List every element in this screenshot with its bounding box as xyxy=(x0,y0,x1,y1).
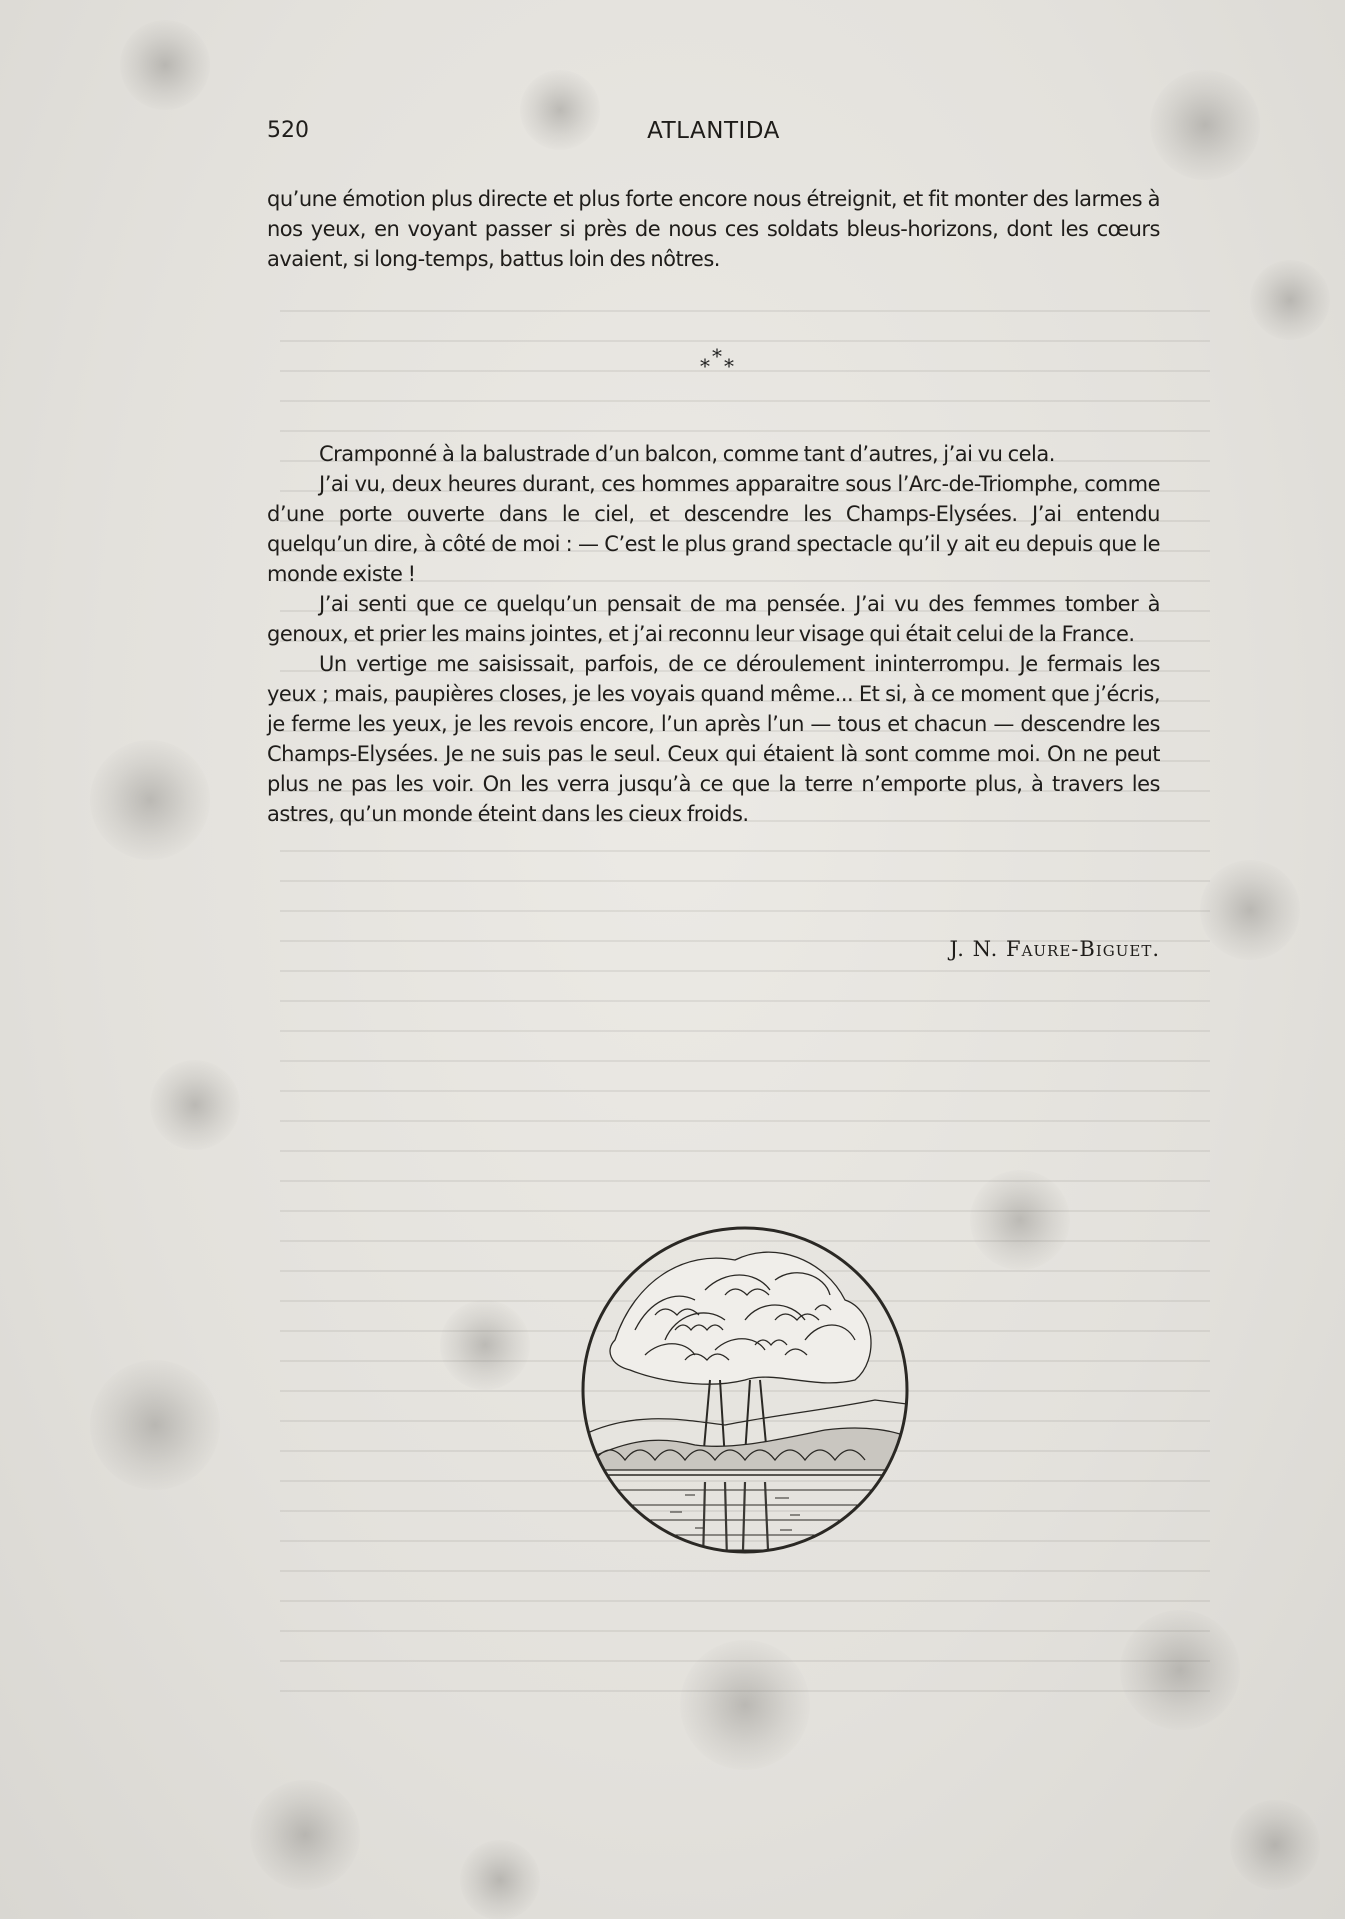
foxing-spot xyxy=(90,740,210,860)
foxing-spot xyxy=(970,1170,1070,1270)
paragraph: qu’une émotion plus directe et plus forte encore nous étreignit, et fit monter des larmes à nos yeux, en voyant passer si près de nous ces soldats bleus-horizons, dont les cœurs avaient, si long-temps, battus loin des nôtres. xyxy=(267,187,1160,271)
landscape-vignette-icon xyxy=(575,1220,915,1560)
running-title: ATLANTIDA xyxy=(647,118,780,144)
foxing-spot xyxy=(1120,1610,1240,1730)
asterism-divider: * * * xyxy=(700,344,734,378)
foxing-spot xyxy=(680,1640,810,1770)
foxing-spot xyxy=(1250,260,1330,340)
page-number: 520 xyxy=(267,118,309,143)
text-block-main xyxy=(267,439,1160,829)
foxing-spot xyxy=(460,1840,540,1919)
page-header xyxy=(267,118,1160,152)
paragraph: Cramponné à la balustrade d’un balcon, comme tant d’autres, j’ai vu cela. xyxy=(319,442,1055,466)
foxing-spot xyxy=(440,1300,530,1390)
foxing-spot xyxy=(120,20,210,110)
foxing-spot xyxy=(150,1060,240,1150)
foxing-spot xyxy=(1230,1800,1320,1890)
paragraph: J’ai vu, deux heures durant, ces hommes apparaitre sous l’Arc-de-Triomphe, comme d’une porte ouverte dans le ciel, et descendre les Champs-Elysées. J’ai entendu quelqu’un dire, à côté de moi : — C’est le plus grand spectacle qu’il y ait eu depuis que le monde existe ! xyxy=(267,472,1160,586)
author-surname: Faure-Biguet. xyxy=(1006,937,1160,961)
foxing-spot xyxy=(1150,70,1260,180)
foxing-spot xyxy=(1200,860,1300,960)
paragraph: Un vertige me saisissait, parfois, de ce déroulement ininterrompu. Je fermais les yeux ; mais, paupières closes, je les voyais quand même... Et si, à ce moment que j’écris, je ferme les yeux, je les revois encore, l’un après l’un — tous et chacun — descendre les Champs-Elysées. Je ne suis pas le seul. Ceux qui étaient là sont comme moi. On ne peut plus ne pas les voir. On les verra jusqu’à ce que la terre n’emporte plus, à travers les astres, qu’un monde éteint dans les cieux froids. xyxy=(267,652,1160,826)
author-signature xyxy=(949,937,1160,961)
foxing-spot xyxy=(250,1780,360,1890)
author-initials: J. N. xyxy=(949,937,999,961)
text-block-top xyxy=(267,184,1160,274)
paragraph: J’ai senti que ce quelqu’un pensait de ma pensée. J’ai vu des femmes tomber à genoux, et prier les mains jointes, et j’ai reconnu leur visage qui était celui de la France. xyxy=(267,592,1160,646)
foxing-spot xyxy=(90,1360,220,1490)
